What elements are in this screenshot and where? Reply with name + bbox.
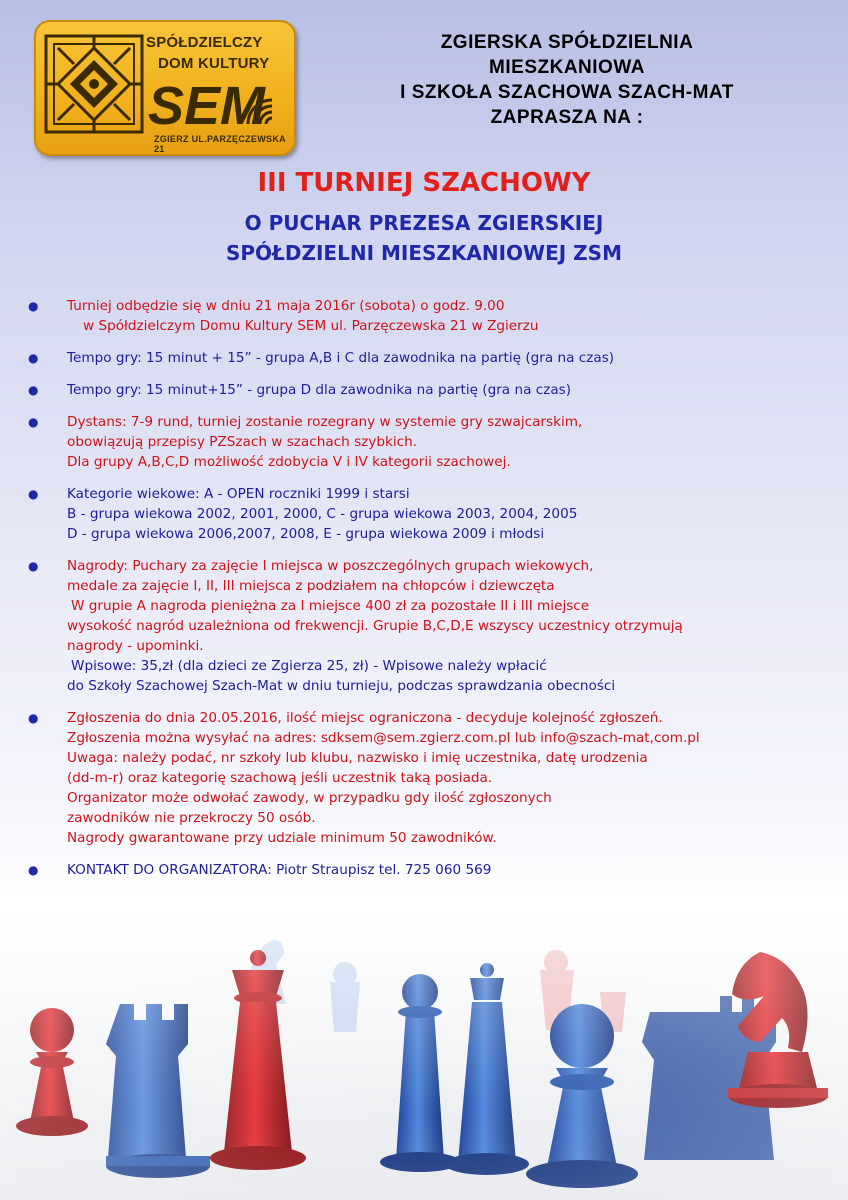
item-line: wysokość nagród uzależniona od frekwencji. Grupie B,C,D,E wszyscy uczestnicy otrzymują [67, 618, 683, 634]
item-line: Uwaga: należy podać, nr szkoły lub klubu, nazwisko i imię uczestnika, datę urodzenia [67, 750, 648, 766]
tournament-info-list [22, 296, 822, 892]
organizer-header [312, 30, 822, 130]
header-line: ZGIERSKA SPÓŁDZIELNIA [440, 32, 694, 53]
item-line: medale za zajęcie I, II, III miejsca z podziałem na chłopców i dziewczęta [67, 578, 555, 594]
item-line: Nagrody gwarantowane przy udziale minimum 50 zawodników. [67, 830, 497, 846]
item-line: Dla grupy A,B,C,D możliwość zdobycia V i IV kategorii szachowej. [67, 454, 511, 470]
item-line: B - grupa wiekowa 2002, 2001, 2000, C - grupa wiekowa 2003, 2004, 2005 [67, 506, 578, 522]
item-line: D - grupa wiekowa 2006,2007, 2008, E - grupa wiekowa 2009 i młodsi [67, 526, 545, 542]
item-line: Organizator może odwołać zawody, w przypadku gdy ilość zgłoszonych [67, 790, 552, 806]
header-line: I SZKOŁA SZACHOWA SZACH-MAT [400, 82, 734, 103]
logo-address: ZGIERZ UL.PARZĘCZEWSKA 21 [154, 134, 286, 154]
list-item-age-categories [22, 484, 822, 544]
item-line: Zgłoszenia można wysyłać na adres: sdksem@sem.zgierz.com.pl lub info@szach-mat,com.pl [67, 730, 700, 746]
item-line-entry-fee: do Szkoły Szachowej Szach-Mat w dniu turnieju, podczas sprawdzania obecności [67, 678, 616, 694]
bullet-icon: ● [28, 351, 39, 365]
item-line: Nagrody: Puchary za zajęcie I miejsca w poszczególnych grupach wiekowych, [67, 558, 594, 574]
bullet-icon: ● [28, 383, 39, 397]
item-line: Kategorie wiekowe: A - OPEN roczniki 1999 i starsi [67, 486, 410, 502]
list-item-contact [22, 860, 822, 880]
list-item-distance [22, 412, 822, 472]
list-item-registration [22, 708, 822, 848]
ornament-emblem-icon [44, 34, 144, 134]
item-line: zawodników nie przekroczy 50 osób. [67, 810, 316, 826]
item-line: W grupie A nagroda pieniężna za I miejsce 400 zł za pozostałe II i III miejsce [71, 598, 590, 614]
bullet-icon: ● [28, 299, 39, 313]
item-line: Tempo gry: 15 minut + 15” - grupa A,B i C dla zawodnika na partię (gra na czas) [67, 350, 615, 366]
list-item-date [22, 296, 822, 336]
list-item-prizes [22, 556, 822, 696]
item-line: Turniej odbędzie się w dniu 21 maja 2016r (sobota) o godz. 9.00 [67, 298, 505, 314]
item-line: (dd-m-r) oraz kategorię szachową jeśli uczestnik taką posiada. [67, 770, 493, 786]
subtitle-line1: O PUCHAR PREZESA ZGIERSKIEJ [244, 211, 604, 235]
list-item-tempo-abc [22, 348, 822, 368]
header-line: ZAPRASZA NA : [490, 107, 644, 128]
header-line: MIESZKANIOWA [489, 57, 645, 78]
item-line: obowiązują przepisy PZSzach w szachach szybkich. [67, 434, 418, 450]
list-item-tempo-d [22, 380, 822, 400]
bullet-icon: ● [28, 487, 39, 501]
item-line: Zgłoszenia do dnia 20.05.2016, ilość miejsc ograniczona - decyduje kolejność zgłoszeń. [67, 710, 663, 726]
item-line: w Spółdzielczym Domu Kultury SEM ul. Parzęczewska 21 w Zgierzu [83, 318, 539, 334]
logo-badge [34, 20, 296, 156]
tournament-title: III TURNIEJ SZACHOWY [257, 168, 591, 198]
chess-pieces-image [0, 912, 848, 1200]
subtitle-line2: SPÓŁDZIELNI MIESZKANIOWEJ ZSM [225, 241, 622, 265]
item-line-entry-fee: Wpisowe: 35,zł (dla dzieci ze Zgierza 25, zł) - Wpisowe należy wpłacić [71, 658, 547, 674]
logo-text-line1: SPÓŁDZIELCZY [146, 34, 263, 51]
tournament-subtitle [0, 208, 848, 268]
item-line: nagrody - upominki. [67, 638, 204, 654]
bullet-icon: ● [28, 415, 39, 429]
item-line: Dystans: 7-9 rund, turniej zostanie rozegrany w systemie gry szwajcarskim, [67, 414, 583, 430]
item-line: Tempo gry: 15 minut+15” - grupa D dla zawodnika na partię (gra na czas) [67, 382, 572, 398]
bullet-icon: ● [28, 863, 39, 877]
item-line: KONTAKT DO ORGANIZATORA: Piotr Straupisz tel. 725 060 569 [67, 862, 492, 878]
logo-text-line2: DOM KULTURY [158, 55, 270, 72]
sem-brand-icon [144, 74, 286, 132]
sem-brand-text: SEM [148, 76, 266, 132]
bullet-icon: ● [28, 711, 39, 725]
bullet-icon: ● [28, 559, 39, 573]
